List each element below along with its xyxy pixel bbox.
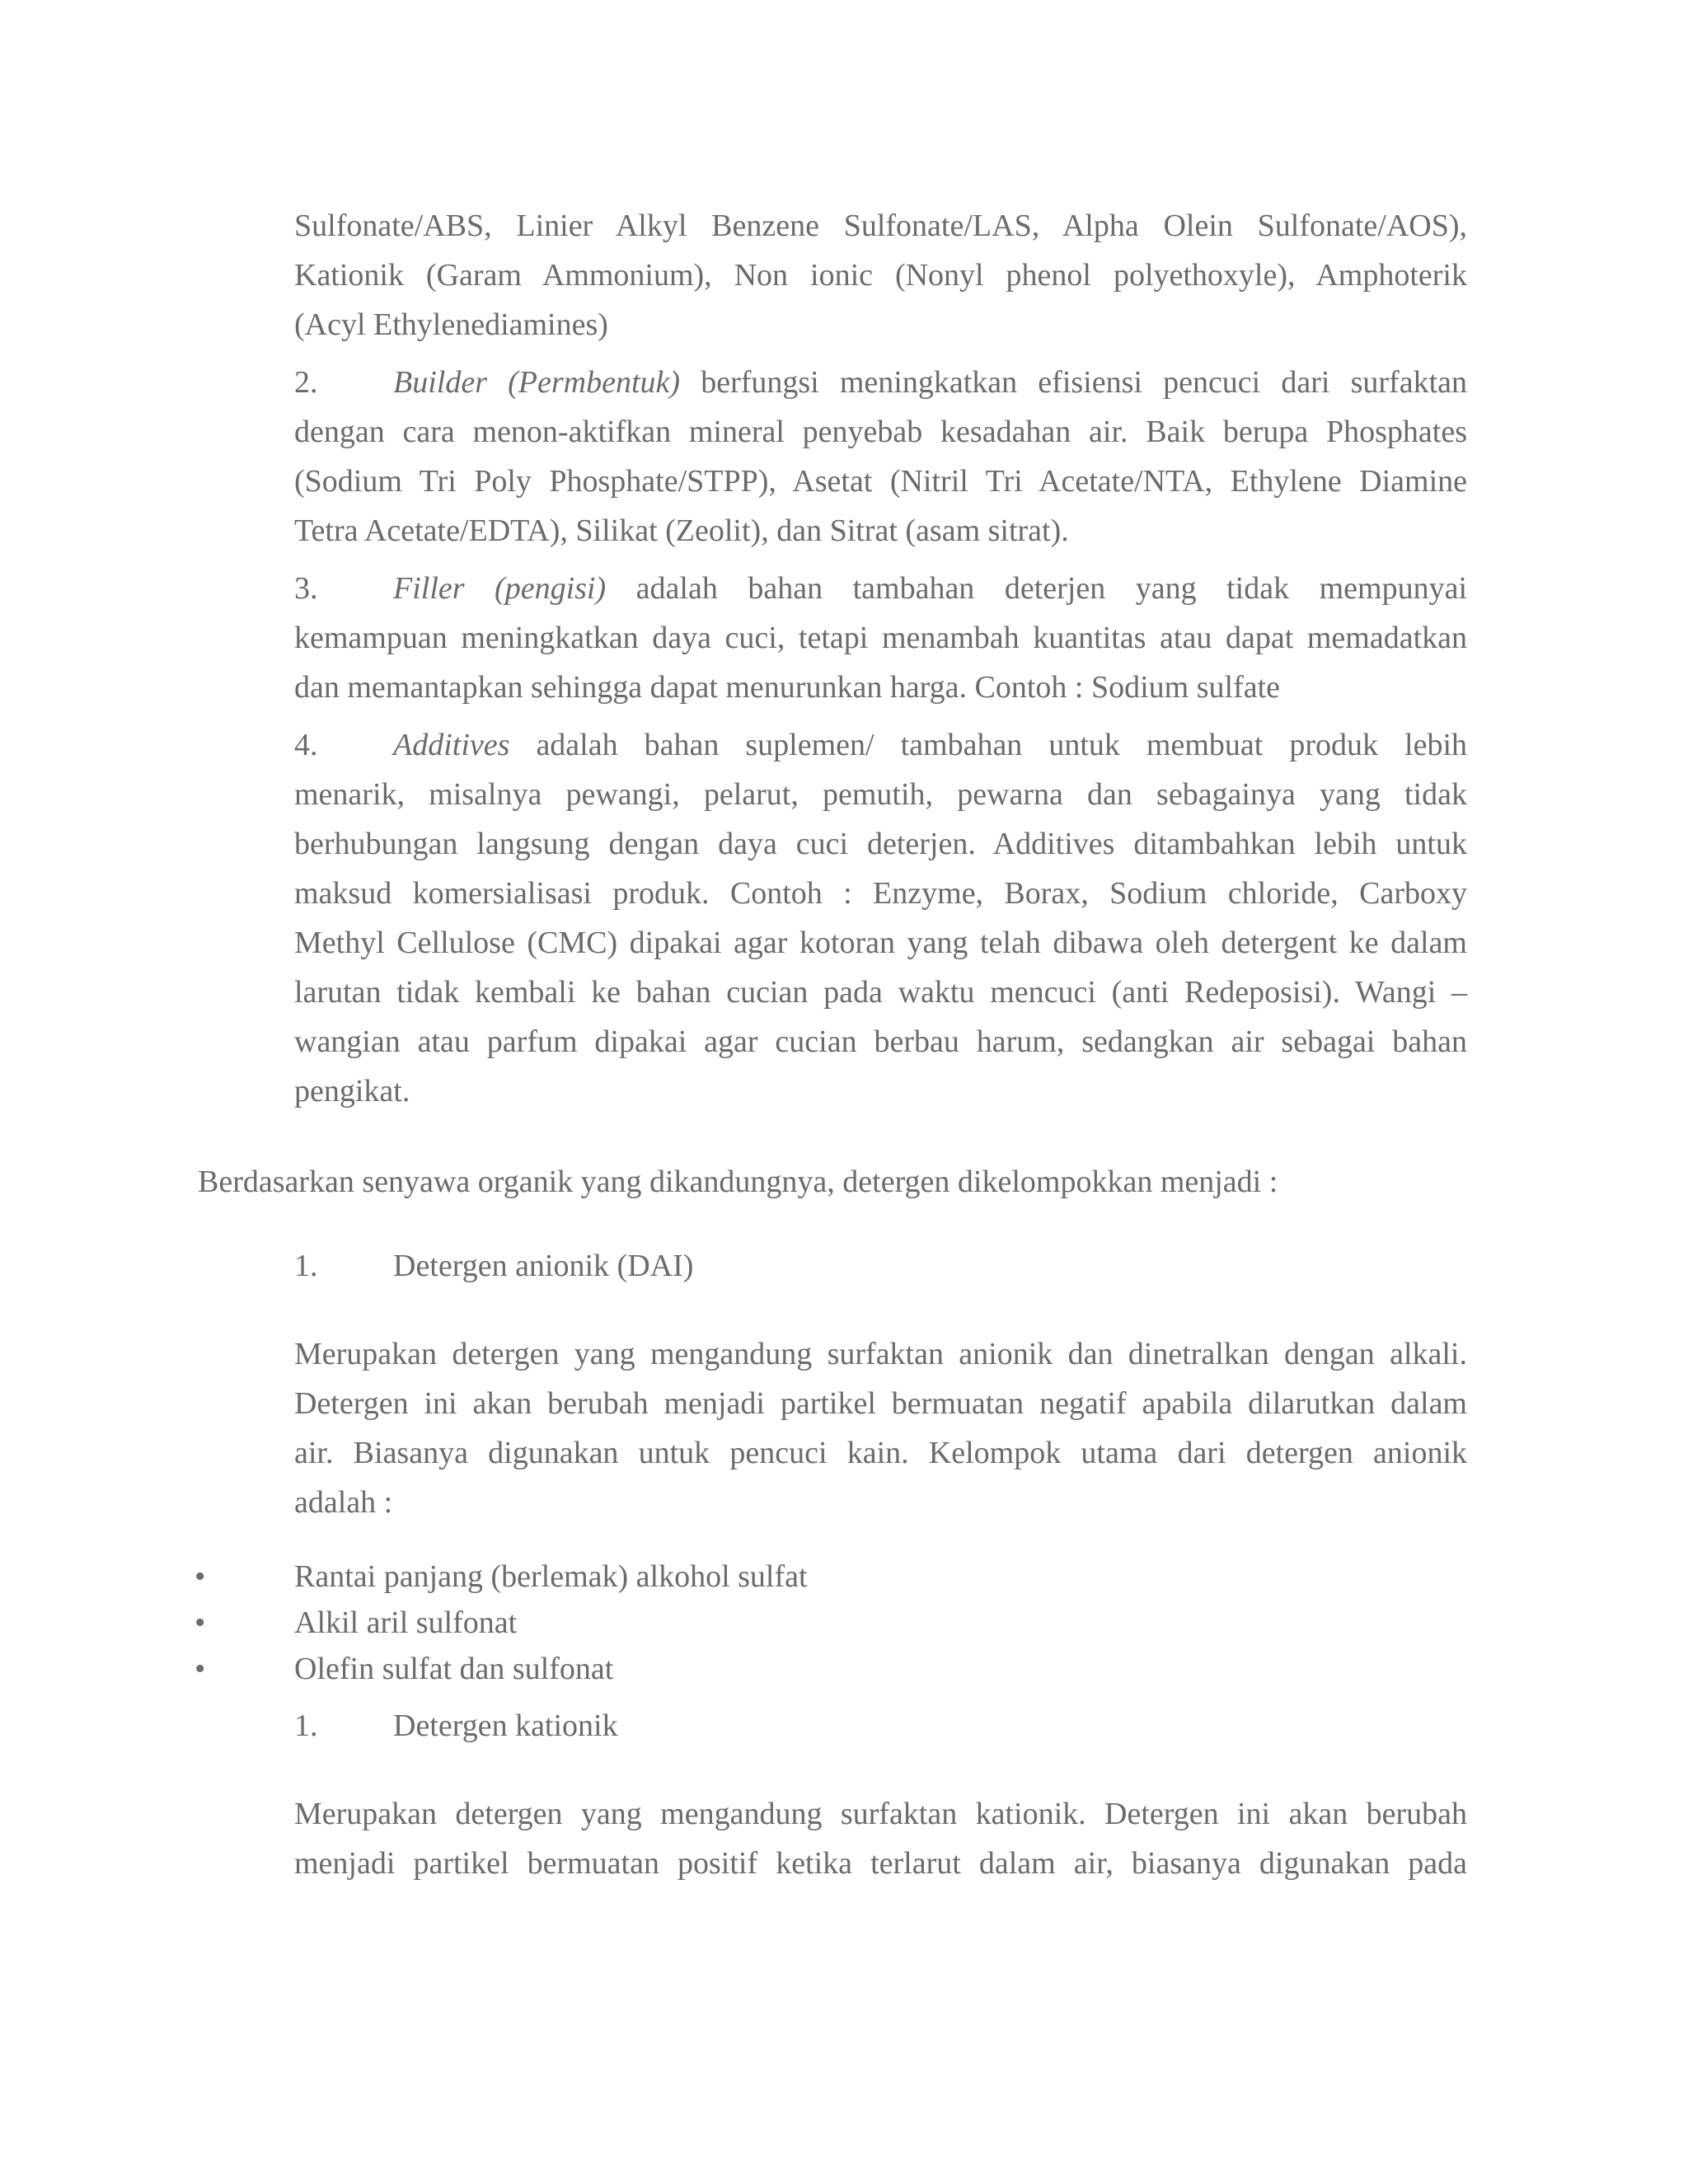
list-number: 4.	[294, 728, 318, 762]
bullet-icon: •	[195, 1652, 206, 1686]
paragraph-line: kemampuan meningkatkan daya cuci, tetapi menambah kuantitas atau dapat memadatkan	[294, 621, 1467, 655]
paragraph-line: larutan tidak kembali ke bahan cucian pada waktu mencuci (anti Redeposisi). Wangi –	[294, 975, 1467, 1010]
paragraph-line: Sulfonate/ABS, Linier Alkyl Benzene Sulfonate/LAS, Alpha Olein Sulfonate/AOS),	[294, 209, 1467, 243]
paragraph-line: berhubungan langsung dengan daya cuci deterjen. Additives ditambahkan lebih untuk	[294, 827, 1467, 861]
bullet-item	[0, 1598, 1688, 1644]
paragraph-line: maksud komersialisasi produk. Contoh : Enzyme, Borax, Sodium chloride, Carboxy	[294, 876, 1467, 911]
bullet-text: Rantai panjang (berlemak) alkohol sulfat	[294, 1559, 808, 1594]
bullet-text: Olefin sulfat dan sulfonat	[294, 1652, 614, 1686]
list-first-text: berfungsi meningkatkan efisiensi pencuci dari surfaktan	[701, 365, 1467, 400]
bullet-text: Alkil aril sulfonat	[294, 1605, 518, 1640]
paragraph-line: adalah :	[294, 1485, 393, 1520]
section-title: Detergen anionik (DAI)	[393, 1249, 694, 1283]
paragraph-line: Methyl Cellulose (CMC) dipakai agar kotoran yang telah dibawa oleh detergent ke dalam	[294, 926, 1467, 960]
list-item-builder	[294, 358, 1467, 555]
cationic-paragraph	[294, 1789, 1467, 1888]
paragraph-line: menarik, misalnya pewangi, pelarut, pemutih, pewarna dan sebagainya yang tidak	[294, 777, 1467, 812]
bullet-item	[0, 1644, 1688, 1690]
list-first-text: adalah bahan suplemen/ tambahan untuk membuat produk lebih	[536, 728, 1467, 762]
list-first-text: adalah bahan tambahan deterjen yang tidak mempunyai	[635, 571, 1468, 606]
list-item-first-line	[294, 358, 1467, 407]
paragraph-line: (Acyl Ethylenediamines)	[294, 307, 608, 342]
list-term: Filler (pengisi)	[393, 571, 607, 606]
list-term: Additives	[393, 728, 510, 762]
list-number: 1.	[294, 1708, 318, 1743]
paragraph-line: Detergen ini akan berubah menjadi partikel bermuatan negatif apabila dilarutkan dalam	[294, 1386, 1467, 1421]
list-item-filler	[294, 564, 1467, 712]
paragraph-line: dengan cara menon-aktifkan mineral penyebab kesadahan air. Baik berupa Phosphates	[294, 415, 1467, 449]
continuation-paragraph	[294, 201, 1467, 349]
paragraph-line: dan memantapkan sehingga dapat menurunkan harga. Contoh : Sodium sulfate	[294, 670, 1281, 705]
list-number: 3.	[294, 571, 318, 606]
section-heading-anionic	[294, 1241, 1467, 1291]
list-item-additives	[294, 720, 1467, 1116]
paragraph-line: Tetra Acetate/EDTA), Silikat (Zeolit), dan Sitrat (asam sitrat).	[294, 513, 1069, 548]
paragraph-line: Merupakan detergen yang mengandung surfaktan kationik. Detergen ini akan berubah	[294, 1797, 1467, 1831]
list-term: Builder (Permbentuk)	[393, 365, 681, 400]
list-number: 2.	[294, 365, 318, 400]
section-heading-cationic	[294, 1701, 1467, 1750]
list-number: 1.	[294, 1249, 318, 1283]
paragraph-line: air. Biasanya digunakan untuk pencuci kain. Kelompok utama dari detergen anionik	[294, 1436, 1467, 1470]
paragraph-line: (Sodium Tri Poly Phosphate/STPP), Asetat (Nitril Tri Acetate/NTA, Ethylene Diamine	[294, 464, 1467, 499]
paragraph-line: Kationik (Garam Ammonium), Non ionic (Nonyl phenol polyethoxyle), Amphoterik	[294, 258, 1467, 293]
intro-sentence: Berdasarkan senyawa organik yang dikandungnya, detergen dikelompokkan menjadi :	[198, 1165, 1278, 1199]
bullet-icon: •	[195, 1559, 206, 1594]
bullet-item	[0, 1552, 1688, 1598]
paragraph-line: wangian atau parfum dipakai agar cucian berbau harum, sedangkan air sebagai bahan	[294, 1024, 1467, 1059]
paragraph-line: Merupakan detergen yang mengandung surfaktan anionik dan dinetralkan dengan alkali.	[294, 1337, 1467, 1371]
list-item-first-line	[294, 564, 1467, 613]
anionic-paragraph	[294, 1329, 1467, 1527]
list-item-first-line	[294, 720, 1467, 770]
bullet-icon: •	[195, 1605, 206, 1640]
paragraph-line: pengikat.	[294, 1074, 410, 1108]
section-title: Detergen kationik	[393, 1708, 618, 1743]
paragraph-line: menjadi partikel bermuatan positif ketika terlarut dalam air, biasanya digunakan pada	[294, 1846, 1467, 1881]
